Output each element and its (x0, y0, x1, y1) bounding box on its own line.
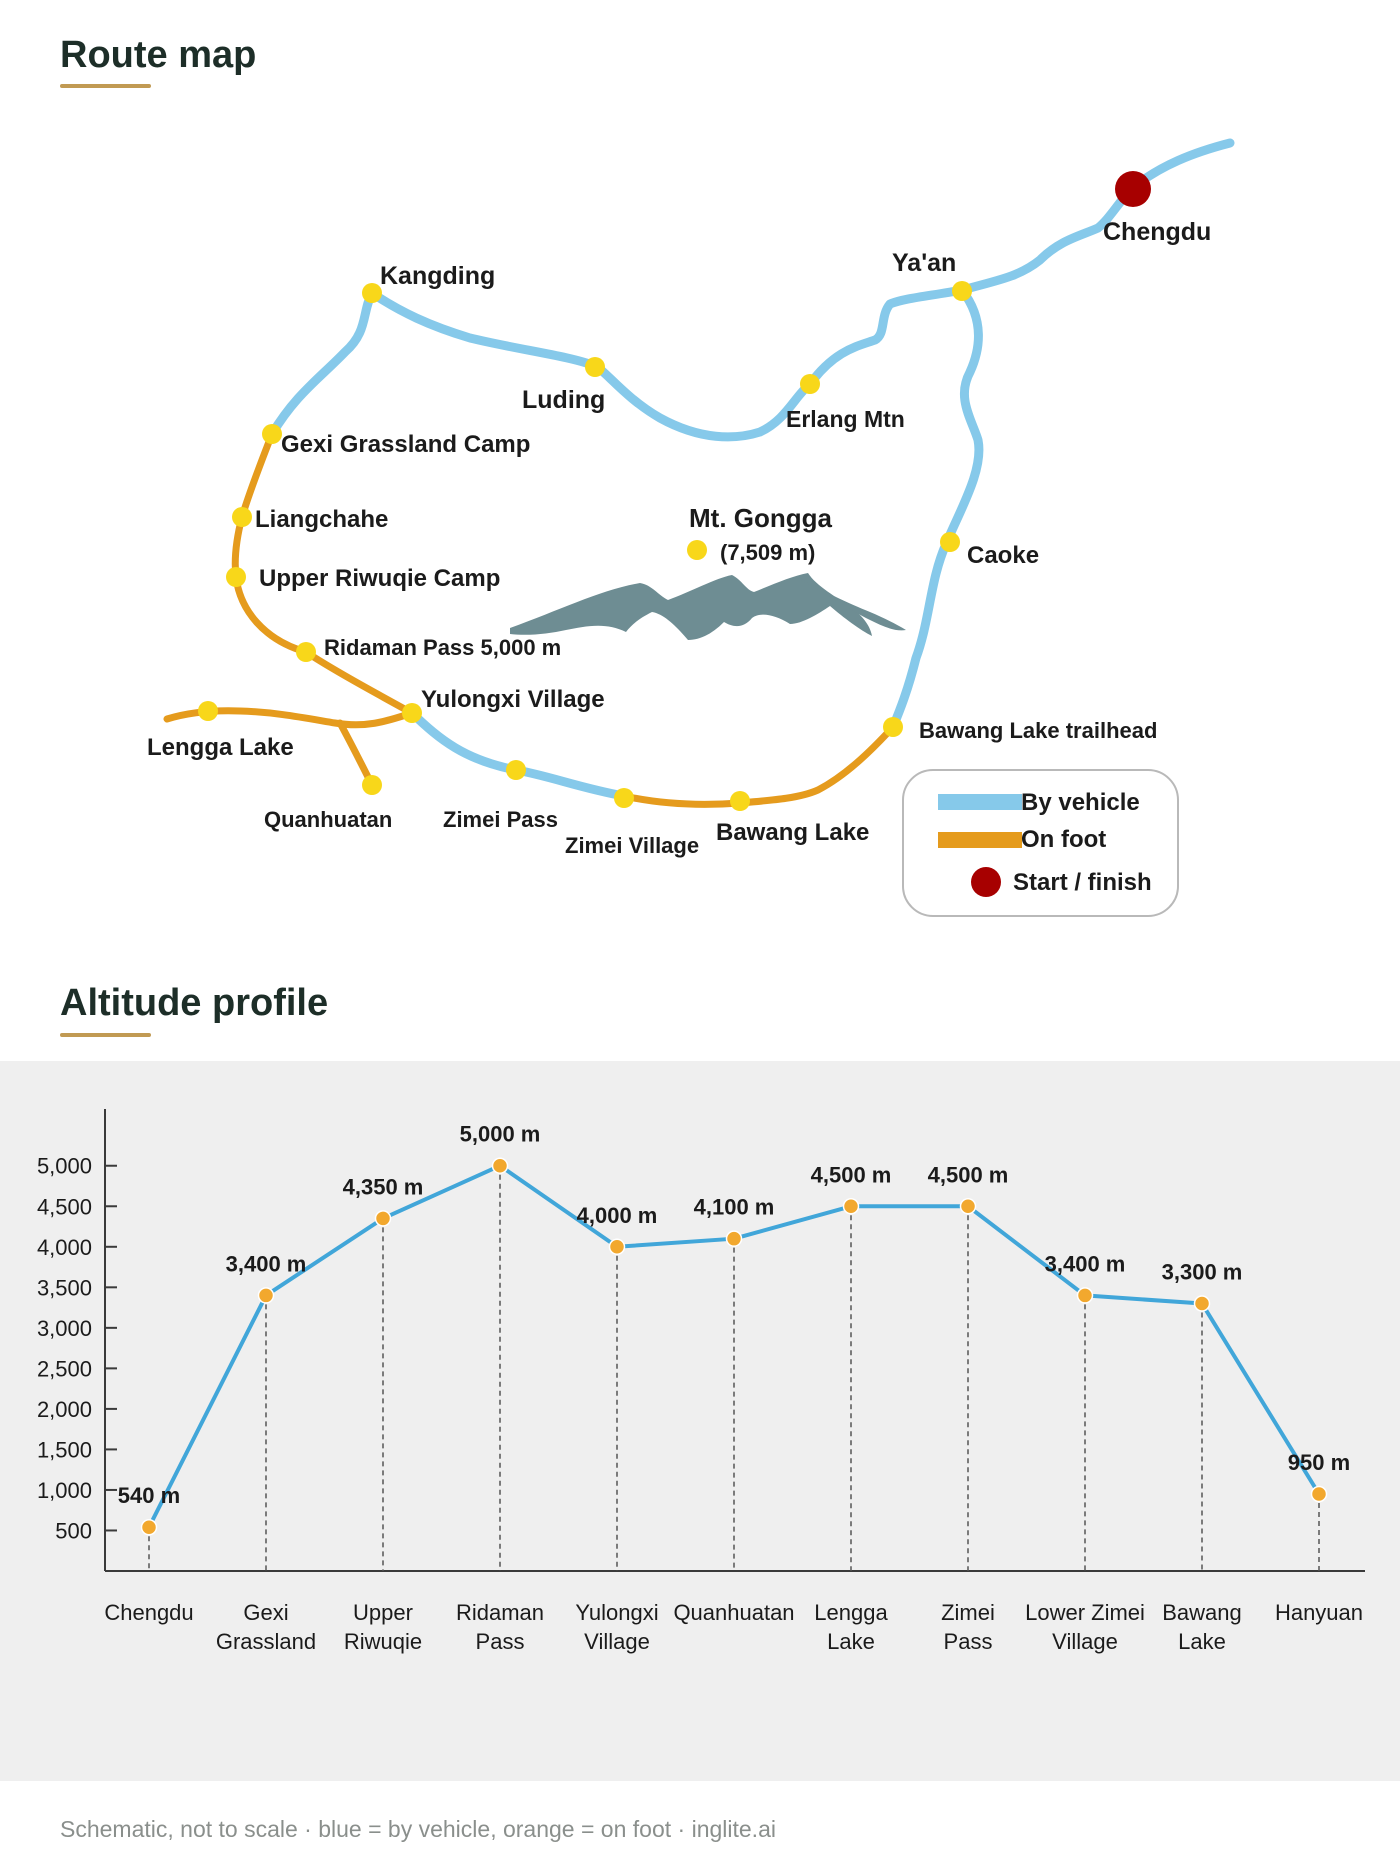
category-label: Yulongxi (575, 1600, 659, 1625)
vehicle-route-zimei (412, 713, 624, 796)
foot-route-zimei-bawang (624, 727, 893, 804)
category-label: Quanhuatan (673, 1600, 795, 1625)
label-bawang-lake: Bawang Lake (716, 819, 870, 846)
footer-note: Schematic, not to scale · blue = by vehicle, orange = on foot · inglite.ai (60, 1816, 776, 1842)
category-label: Lake (1178, 1629, 1226, 1654)
legend-foot-label: On foot (1021, 826, 1107, 853)
label-zimei-pass: Zimei Pass (443, 807, 558, 832)
data-label: 3,400 m (1044, 1251, 1126, 1277)
data-label: 4,000 m (576, 1202, 658, 1228)
category-label: Hanyuan (1274, 1600, 1364, 1625)
vehicle-route-east (893, 290, 979, 727)
waypoint-quanhuatan (362, 775, 382, 795)
waypoint-bawang-trailhead (883, 717, 903, 737)
category-label: Bawang (1162, 1600, 1242, 1625)
waypoint-zimei-village (614, 788, 634, 808)
mt-gongga-mountains (510, 573, 906, 640)
label-bawang-trailhead: Bawang Lake trailhead (919, 718, 1158, 743)
waypoint-kangding (362, 283, 382, 303)
category-label: Lengga (814, 1600, 888, 1625)
altitude-profile-heading: Altitude profile (60, 982, 329, 1024)
category-label: Village (1052, 1629, 1118, 1654)
data-label: 3,400 m (225, 1251, 307, 1277)
data-label: 5,000 m (459, 1121, 541, 1147)
label-erlang: Erlang Mtn (786, 406, 905, 432)
waypoint-caoke (940, 532, 960, 552)
data-label: 4,100 m (693, 1194, 775, 1220)
data-label: 4,500 m (927, 1162, 1009, 1188)
start-finish-marker (1115, 171, 1151, 207)
altitude-profile-chart (0, 1061, 1400, 1781)
altitude-profile-heading-rule (60, 1033, 151, 1037)
y-tick-label: 3,000 (36, 1315, 92, 1341)
legend-start-finish-label: Start / finish (1013, 869, 1152, 896)
category-label: Gexi (243, 1600, 289, 1625)
data-label: 4,500 m (810, 1162, 892, 1188)
data-label: 4,350 m (342, 1174, 424, 1200)
y-tick-label: 1,500 (36, 1437, 92, 1463)
y-tick-label: 2,000 (36, 1396, 92, 1422)
category-label: Lake (827, 1629, 875, 1654)
data-label: 540 m (117, 1483, 181, 1509)
map-legend (903, 770, 1178, 916)
label-gexi: Gexi Grassland Camp (281, 431, 531, 458)
waypoint-bawang-lake (730, 791, 750, 811)
data-point (844, 1199, 859, 1214)
category-label: Pass (943, 1629, 993, 1654)
route-map-heading-rule (60, 84, 151, 88)
label-chengdu: Chengdu (1103, 218, 1212, 246)
waypoint-ridaman (296, 642, 316, 662)
y-tick-label: 3,500 (36, 1275, 92, 1301)
label-upper-riwuqie: Upper Riwuqie Camp (259, 565, 501, 592)
label-lengga: Lengga Lake (147, 734, 294, 761)
data-point (610, 1239, 625, 1254)
y-tick-label: 1,000 (36, 1477, 92, 1503)
data-point (493, 1158, 508, 1173)
category-label: Grassland (215, 1629, 317, 1654)
category-label: Lower Zimei (1025, 1600, 1145, 1625)
waypoint-gexi (262, 424, 282, 444)
waypoint-yulongxi (402, 703, 422, 723)
category-label: Chengdu (104, 1600, 194, 1625)
waypoint-yaan (952, 281, 972, 301)
label-yaan: Ya'an (892, 249, 957, 277)
category-label: Ridaman (455, 1600, 545, 1625)
y-tick-label: 500 (55, 1518, 92, 1544)
category-label: Pass (475, 1629, 525, 1654)
waypoint-lengga (198, 701, 218, 721)
y-tick-label: 2,500 (36, 1356, 92, 1382)
legend-vehicle-swatch (938, 794, 1022, 810)
label-yulongxi: Yulongxi Village (421, 686, 605, 713)
y-tick-label: 5,000 (36, 1153, 92, 1179)
waypoint-gongga (687, 540, 707, 560)
waypoint-luding (585, 357, 605, 377)
waypoint-erlang (800, 374, 820, 394)
foot-route-quanhuatan (340, 723, 372, 785)
route-map (0, 95, 1400, 945)
data-label: 950 m (1287, 1450, 1351, 1475)
data-point (727, 1231, 742, 1246)
route-map-heading: Route map (60, 34, 257, 76)
label-quanhuatan: Quanhuatan (264, 807, 393, 832)
y-tick-label: 4,500 (36, 1194, 92, 1220)
data-point (259, 1288, 274, 1303)
label-gongga-name: Mt. Gongga (689, 503, 832, 533)
label-liangchahe: Liangchahe (255, 506, 389, 533)
vehicle-routes (272, 143, 1230, 796)
legend-vehicle-label: By vehicle (1021, 789, 1140, 816)
legend-start-finish-marker (971, 867, 1001, 897)
data-label: 3,300 m (1161, 1259, 1243, 1285)
category-label: Zimei (941, 1600, 995, 1625)
label-zimei-village: Zimei Village (565, 833, 700, 858)
waypoint-liangchahe (232, 507, 252, 527)
altitude-profile-panel (0, 1061, 1400, 1781)
legend-foot-swatch (938, 832, 1022, 848)
label-luding: Luding (522, 386, 606, 414)
label-caoke: Caoke (967, 542, 1040, 569)
category-label: Upper (353, 1600, 413, 1625)
waypoint-upper-riwuqie (226, 567, 246, 587)
data-point (961, 1199, 976, 1214)
label-kangding: Kangding (380, 262, 496, 290)
data-point (1078, 1288, 1093, 1303)
data-point (376, 1211, 391, 1226)
data-point (1195, 1296, 1210, 1311)
category-label: Village (584, 1629, 650, 1654)
y-tick-label: 4,000 (36, 1234, 92, 1260)
data-point (1312, 1487, 1327, 1502)
category-label: Riwuqie (343, 1629, 423, 1654)
label-gongga-height: (7,509 m) (720, 540, 816, 565)
label-ridaman: Ridaman Pass 5,000 m (324, 635, 562, 660)
waypoint-zimei-pass (506, 760, 526, 780)
data-point (142, 1520, 157, 1535)
